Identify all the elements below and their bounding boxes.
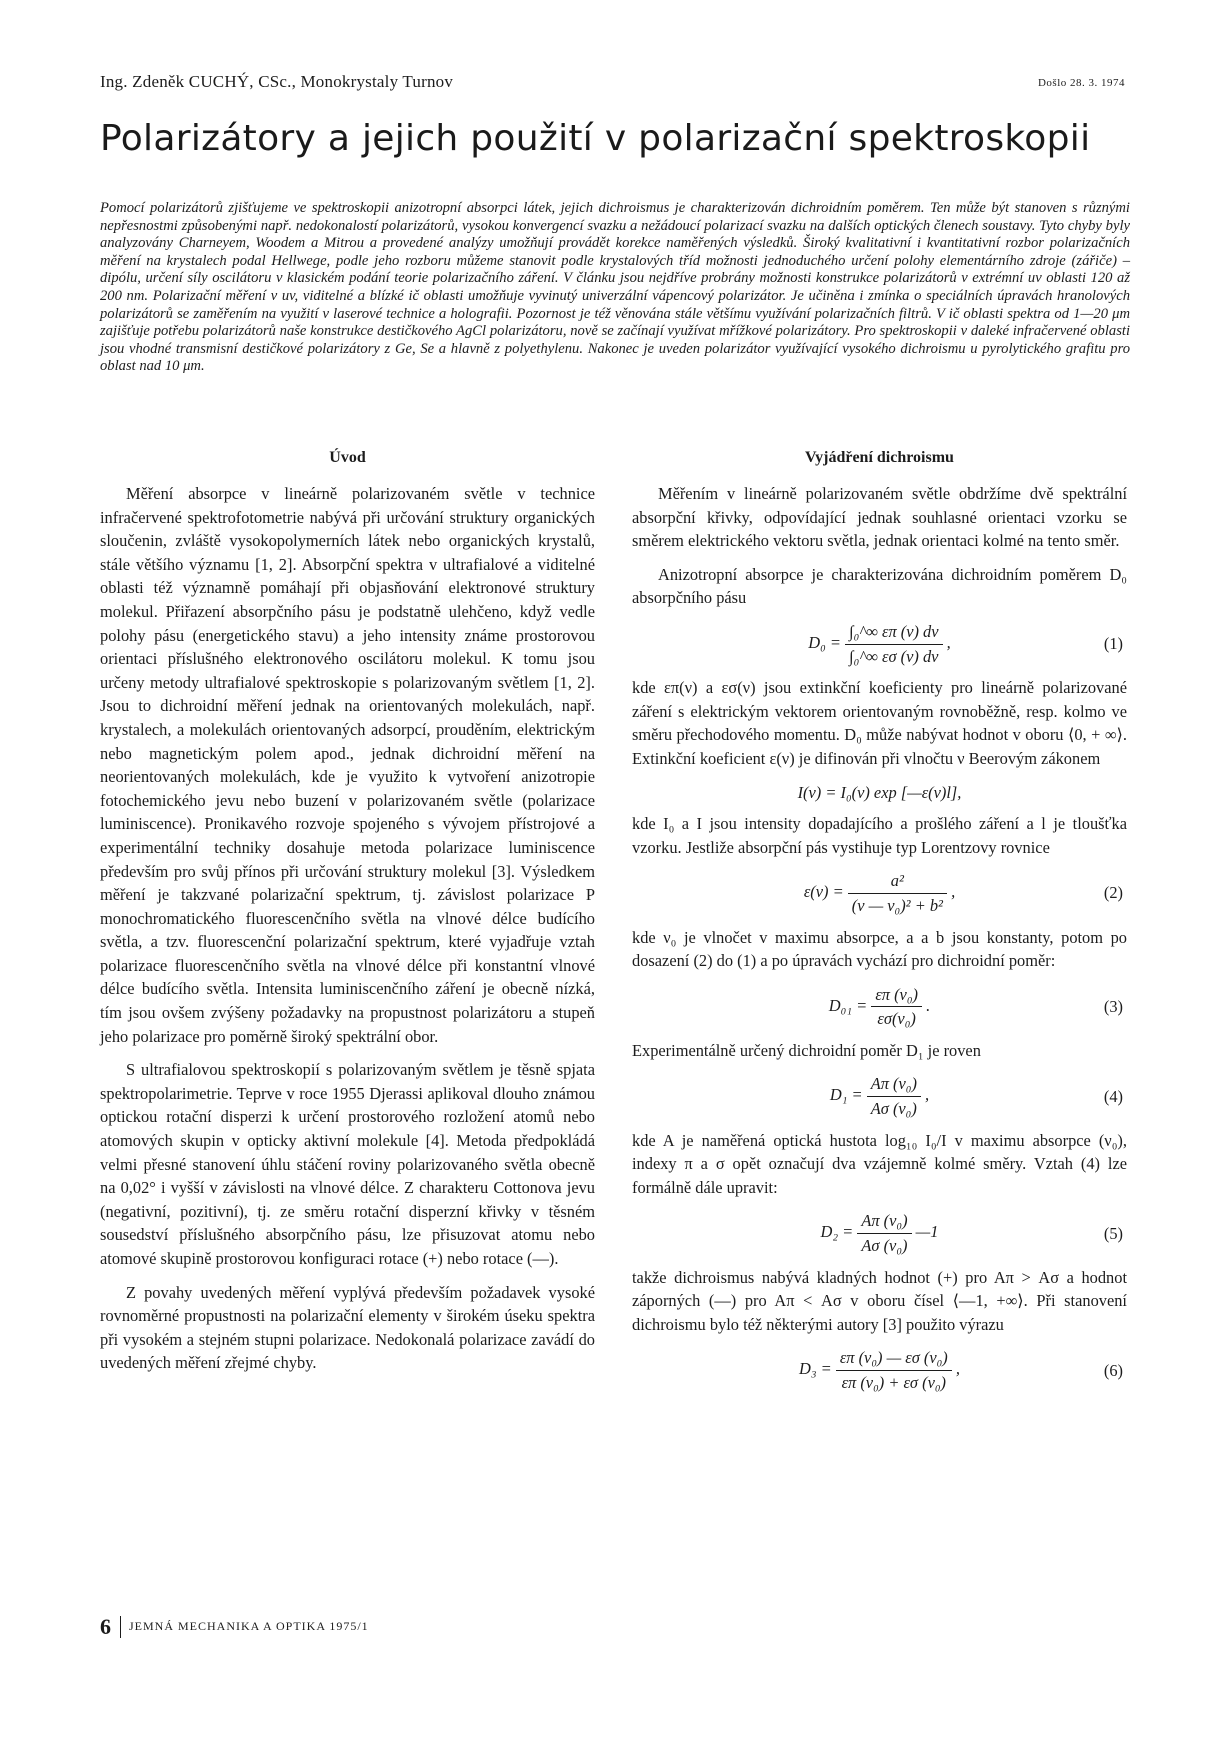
fraction (836, 1346, 952, 1394)
equation-1: D₀ = $\frac{\text{∫₀\textasciicircum{}∞ επ (ν) dν}}{\text{∫₀\textasciicircum{}∞ εσ (ν) dν}}$ , (1) (632, 620, 1127, 668)
right-column (632, 446, 1127, 1403)
equation-lhs: D₁ = (829, 1085, 863, 1105)
received-date: Došlo 28. 3. 1974 (1037, 77, 1125, 89)
fraction (857, 1209, 911, 1257)
page-footer (100, 1614, 369, 1640)
paragraph: Měřením v lineárně polarizovaném světle obdržíme dvě spektrální absorpční křivky, odpovídající jednak souhlasné orientaci vzorku se směrem elektrického vektoru světla, jednak orientaci kolmé na tento směr. (632, 484, 1127, 551)
equation-number: (5) (1103, 1223, 1123, 1243)
paragraph: Z povahy uvedených měření vyplývá především požadavek vysoké rovnoměrné propustnosti na polarizační elementy v širokém úseku spektra při vysokém a stejném stupni polarizace. Nedokonalá polarizace zavádí do uvedených měření zřejmé chyby. (100, 1282, 595, 1373)
author-line: Ing. Zdeněk CUCHÝ, CSc., Monokrystaly Turnov (100, 72, 454, 91)
paragraph: kde επ(ν) a εσ(ν) jsou extinkční koeficienty pro lineárně polarizované záření s elektrickým vektorem orientovaným rovnoběžně, resp. kolmo ve směru přechodového momentu. D₀ může nabývat hodnot v oboru ⟨0, + ∞⟩. Extinkční koeficient ε(ν) je difinován při vlnočtu ν Beerovým zákonem (632, 678, 1127, 768)
paragraph: kde A je naměřená optická hustota log₁₀ I₀/I v maximu absorpce (ν₀), indexy π a σ opět označují dva vzájemně kolmé směry. Vztah (4) lze formálně dále upravit: (632, 1130, 1127, 1197)
equation-tail: —1 (915, 1222, 939, 1242)
equation-3: D₀₁ = $\frac{\text{επ (ν₀)}}{\text{εσ(ν₀)}}$ . (3) (632, 983, 1127, 1031)
equation-number: (4) (1103, 1086, 1123, 1106)
equation-lhs: D₀₁ = (828, 995, 868, 1015)
equation-2: ε(ν) = $\frac{\text{a²}}{\text{(ν — ν₀)² + b²}}$ , (2) (632, 869, 1127, 917)
article-title: Polarizátory a jejich použití v polarizační spektroskopii (100, 118, 1091, 159)
denominator: (ν — ν₀)² + b² (851, 895, 943, 915)
denominator: Aσ (ν₀) (870, 1099, 917, 1119)
equation-6: D₃ = $\frac{\text{επ (ν₀) — εσ (ν₀)}}{\text{επ (ν₀) + εσ (ν₀)}}$ , (6) (632, 1346, 1127, 1394)
equation-number: (2) (1103, 883, 1123, 903)
left-column (100, 446, 595, 1385)
equation-number: (1) (1103, 634, 1123, 654)
footer-divider (120, 1616, 121, 1638)
numerator: επ (ν₀) — εσ (ν₀) (836, 1346, 952, 1371)
equation-4: D₁ = $\frac{\text{Aπ (ν₀)}}{\text{Aσ (ν₀)}}$ , (4) (632, 1072, 1127, 1120)
denominator: Aσ (ν₀) (861, 1236, 908, 1256)
paragraph: Anizotropní absorpce je charakterizována dichroidním poměrem D₀ absorpčního pásu (632, 564, 1127, 608)
equation-body: I(ν) = I₀(ν) exp [—ε(ν)l], (797, 782, 962, 802)
paragraph: kde ν₀ je vlnočet v maximu absorpce, a a b jsou konstanty, potom po dosazení (2) do (1) a po úpravách vychází pro dichroidní poměr: (632, 927, 1127, 971)
paragraph: S ultrafialovou spektroskopií s polarizovaným světlem je těsně spjata spektropolarimetrie. Teprve v roce 1955 Djerassi aplikoval dlouho známou optickou rotační disperzi k určení prostorového rozložení atomů nebo atomových skupin v opticky aktivní molekule [4]. Metoda předpokládá velmi přesné stanovení úhlu stáčení roviny polarizovaného světla obecně na 0,02° i vyšší v závislosti na vlnové délce. Z charakteru Cottonova jevu (negativní, pozitivní), tj. ze směru rotační disperzní křivky v těsném sousedství příslušného absorpčního pásu, lze přisuzovat atomu nebo atomové skupině prostorovou konfiguraci rotace (+) nebo rotace (—). (100, 1060, 595, 1268)
equation-number: (6) (1103, 1360, 1123, 1380)
fraction (871, 983, 922, 1031)
fraction (845, 620, 942, 668)
fraction (848, 869, 947, 917)
equation-lhs: ε(ν) = (803, 882, 844, 902)
paragraph: takže dichroismus nabývá kladných hodnot (+) pro Aπ > Aσ a hodnot záporných (—) pro Aπ < Aσ v oboru čísel ⟨—1, +∞⟩. Při stanovení dichroismu bylo též některými autory [3] použito výrazu (632, 1267, 1127, 1334)
section-heading-intro: Úvod (329, 449, 366, 466)
numerator: a² (848, 869, 947, 894)
equation-lhs: D₂ = (820, 1222, 854, 1242)
numerator: ∫₀^∞ επ (ν) dν (845, 620, 942, 645)
paragraph: Měření absorpce v lineárně polarizovaném světle v technice infračervené spektrofotometrie nabývá při určování struktury organických sloučenin, zvláště vysokopolymerních látek nebo organických krystalů, stále většího významu [1, 2]. Absorpční spektra v ultrafialové a viditelné oblasti též významně pomáhají při objasňování elektronové struktury molekul. Přiřazení absorpčního pásu je podstatně ulehčeno, když vedle polohy pásu (energetického stavu) a jeho intensity známe prostorovou orientaci příslušného elektronového oscilátoru molekul. K tomu jsou určeny metody ultrafialové spektroskopie s polarizovaným světlem [1, 2]. Jsou to dichroidní měření jednak na orientovaných molekulách, např. krystalech, a molekulách orientovaných adsorpcí, prouděním, elektrickým nebo magnetickým polem apod., jednak dichroidní měření na neorientovaných molekulách, kde je využito k vytvoření anizotropie fotochemického jevu nebo buzení v polarizovaném světle (polarizace luminiscence). Pronikavého rozvoje spojeného s vývojem přístrojové a experimentální techniky dosahuje metoda polarizace luminiscence především pro svůj přínos při určování struktury molekul [3]. Výsledkem měření je takzvané polarizační spektrum, tj. závislost polarizace P monochromatického fluorescenčního světla na vlnové délce budícího světla, a tzv. fluorescenční polarizační spektrum, které vyjadřuje vztah polarizace fluorescenčního světla na vlnové délce při konstantní vlnové délce budícího světla. Intensita luminiscenčního záření je obecně nízká, tím jsou ovšem zvýšeny požadavky na propustnost polarizátoru a stupeň jeho polarizace pro poměrně široký spektrální obor. (100, 484, 595, 1046)
section-heading-dichroism: Vyjádření dichroismu (805, 449, 954, 466)
denominator: ∫₀^∞ εσ (ν) dν (849, 646, 939, 666)
journal-name: JEMNÁ MECHANIKA A OPTIKA 1975/1 (129, 1618, 369, 1633)
paragraph: Experimentálně určený dichroidní poměr D₁ je roven (632, 1040, 981, 1060)
equation-number: (3) (1103, 996, 1123, 1016)
numerator: Aπ (ν₀) (867, 1072, 921, 1097)
equation-beer (632, 781, 1127, 805)
numerator: επ (ν₀) (871, 983, 922, 1008)
abstract: Pomocí polarizátorů zjišťujeme ve spektroskopii anizotropní absorpci látek, jejich dichroismus je charakterizován dichroidním poměrem. Ten může být stanoven s různými nepřesnostmi způsobenými např. nedokonalostí polarizátorů, vysokou konvergencí svazku a nežádoucí polarizací svazku na dalších optických členech soustavy. Tyto chyby byly analyzovány Charneyem, Woodem a Mitrou a provedené analýzy umožňují provádět korekce naměřených výsledků. Široký kvalitativní i kvantitativní rozbor polarizačních měření na krystalech podal Hellwege, podle jeho rozboru můžeme stanovit podle krystalových tříd možnosti jednoduchého určení polohy elementárního zdroje (zářiče) – dipólu, určení síly oscilátoru v klasickém podání teorie polarizačního záření. V článku jsou nejdříve probrány možnosti konstrukce polarizátorů v extrémní uv oblasti 120 až 200 nm. Polarizační měření v uv, viditelné a blízké ič oblasti umožňuje vyvinutý univerzální vápencový polarizátor. Je učiněna i zmínka o speciálních úpravách hranolových polarizátorů se zaměřením na využití v laserové technice a holografii. Pozornost je též věnována stále většímu využívání polarizačních filtrů. V ič oblasti spektra od 1—20 μm zajišťuje potřebu polarizátorů naše konstrukce destičkového AgCl polarizátoru, nově se začínají využívat mřížkové polarizátory. Pro spektroskopii v daleké infračervené oblasti jsou vhodné transmisní destičkové polarizátory z Ge, Se a hlavně z polyethylenu. Nakonec je uveden polarizátor využívající vysokého dichroismu u pyrolytického grafitu pro oblast nad 10 μm. (100, 200, 1130, 375)
equation-lhs: D₀ = (808, 632, 841, 652)
paragraph: kde I₀ a I jsou intensity dopadajícího a prošlého záření a l je tloušťka vzorku. Jestliže absorpční pás vystihuje typ Lorentzovy rovnice (632, 814, 1127, 857)
equation-lhs: D₃ = (799, 1359, 832, 1379)
numerator: Aπ (ν₀) (857, 1209, 911, 1234)
denominator: επ (ν₀) + εσ (ν₀) (841, 1373, 947, 1392)
fraction (867, 1072, 921, 1120)
denominator: εσ(ν₀) (877, 1009, 916, 1029)
equation-5 (632, 1209, 1127, 1257)
page-number: 6 (100, 1614, 112, 1639)
